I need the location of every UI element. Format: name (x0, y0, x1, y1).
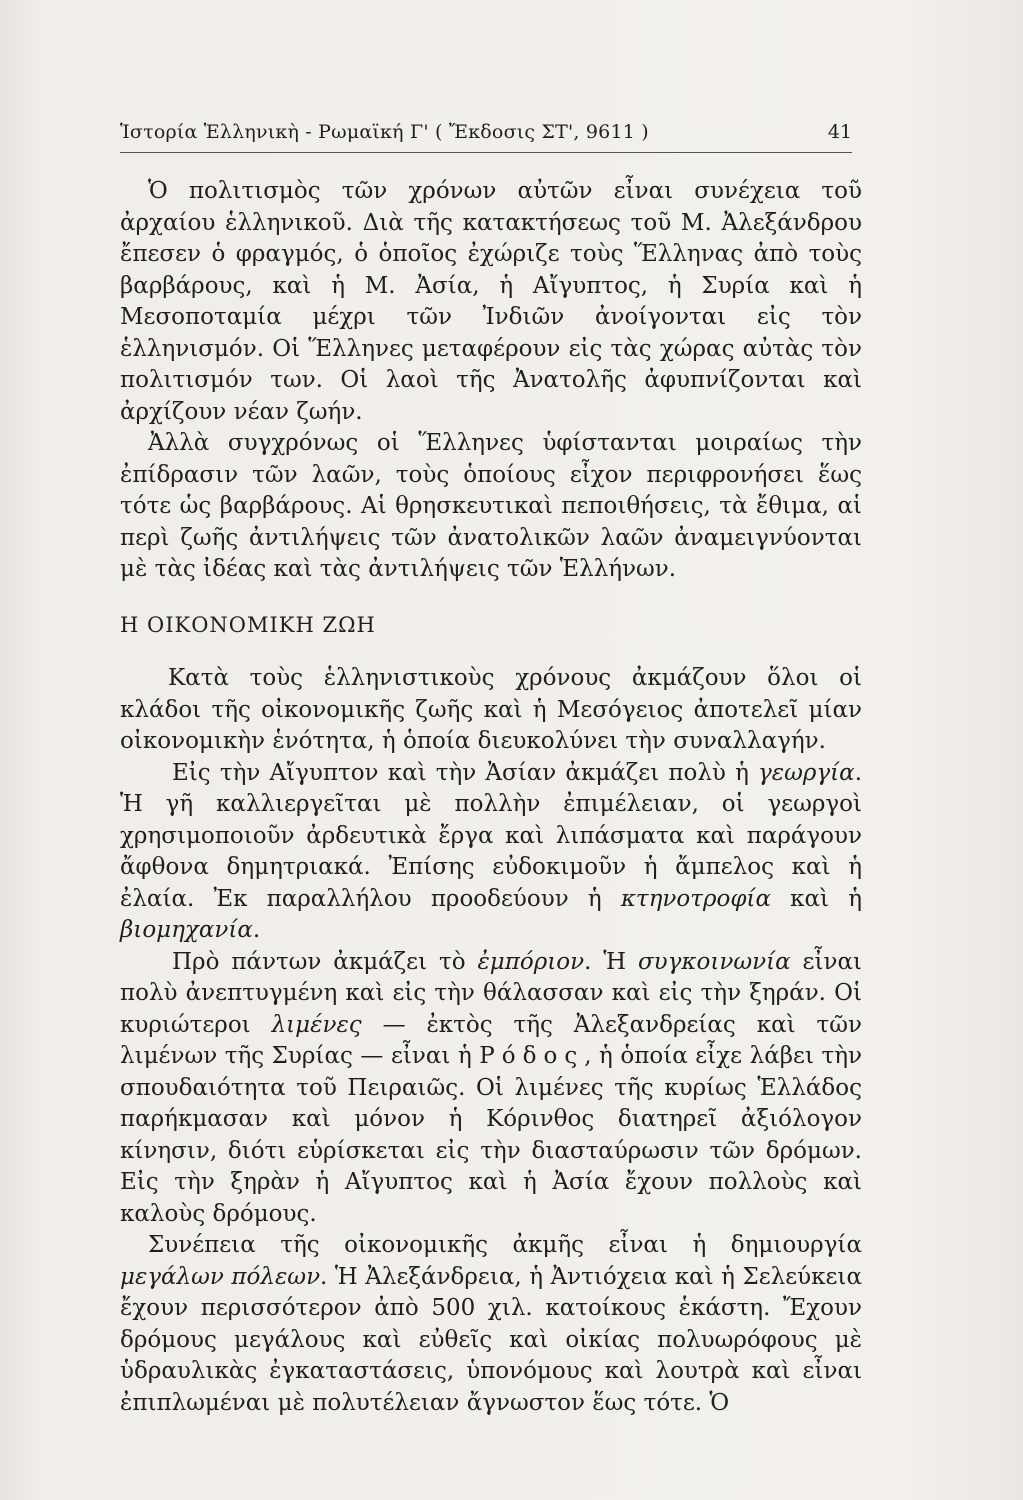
emphasis-term: ἐμπόριον (477, 948, 585, 975)
paragraph-2: Ἀλλὰ συγχρόνως οἱ Ἕλληνες ὑφίστανται μοιραίως τὴν ἐπίδρασιν τῶν λαῶν, τοὺς ὁποίους εἶχον περιφρονήσει ἕως τότε ὡς βαρβάρους. Αἱ θρησκευτικαὶ πεποιθήσεις, τὰ ἔθιμα, αἱ περὶ ζωῆς ἀντιλήψεις τῶν ἀνατολικῶν λαῶν ἀναμειγνύονται μὲ τὰς ἰδέας καὶ τὰς ἀντιλήψεις τῶν Ἑλλήνων. (120, 430, 862, 582)
page-header (120, 120, 852, 153)
text-run: . Ἡ (584, 948, 638, 975)
emphasis-term: βιομηχανία (120, 917, 253, 943)
text-run: Συνέπεια τῆς οἰκονομικῆς ἀκμῆς εἶναι ἡ δημιουργία (148, 1232, 862, 1258)
emphasis-term: κτηνοτροφία (620, 885, 771, 912)
paragraph-4 (120, 758, 862, 947)
section-title: Η ΟΙΚΟΝΟΜΙΚΗ ΖΩΗ (120, 612, 376, 637)
text-run: Εἰς τὴν Αἴγυπτον καὶ τὴν Ἀσίαν ἀκμάζει πολὺ ἡ (172, 759, 759, 786)
text-run: καὶ ἡ (770, 885, 863, 912)
paragraph-1: Ὁ πολιτισμὸς τῶν χρόνων αὐτῶν εἶναι συνέχεια τοῦ ἀρχαίου ἑλληνικοῦ. Διὰ τῆς κατακτήσεως τοῦ Μ. Ἀλεξάνδρου ἔπεσεν ὁ φραγμός, ὁ ὁποῖος ἐχώριζε τοὺς Ἕλληνας ἀπὸ τοὺς βαρβάρους, καὶ ἡ Μ. Ἀσία, ἡ Αἴγυπτος, ἡ Συρία καὶ ἡ Μεσοποταμία μέχρι τῶν Ἰνδιῶν ἀνοίγονται εἰς τὸν ἑλληνισμόν. Οἱ Ἕλληνες μεταφέρουν εἰς τὰς χώρας αὐτὰς τὸν πολιτισμόν των. Οἱ λαοὶ τῆς Ἀνατολῆς ἀφυπνίζονται καὶ ἀρχίζουν νέαν ζωήν. (120, 178, 862, 425)
emphasis-term: συγκοινωνία (637, 948, 791, 975)
running-title: Ἱστορία Ἑλληνικὴ - Ρωμαϊκή Γ' ( Ἔκδοσις ΣΤ', 9611 ) (120, 121, 649, 143)
emphasis-term: γεωργία (758, 759, 855, 786)
emphasis-term: μεγάλων πόλεων (120, 1263, 321, 1290)
text-run: . Ἡ Ἀλεξάνδρεια, ἡ Ἀντιόχεια καὶ ἡ Σελεύκεια ἔχουν περισσότερον ἀπὸ 500 χιλ. κατοίκους ἑκάστη. Ἔχουν δρόμους μεγάλους καὶ εὐθεῖς καὶ οἰκίας πολυωρόφους μὲ ὑδραυλικὰς ἐγκαταστάσεις, ὑπονόμους καὶ λουτρὰ καὶ εἶναι ἐπιπλωμέναι μὲ πολυτέλειαν ἄγνωστον ἕως τότε. Ὁ (120, 1263, 862, 1416)
emphasis-term: λιμένες (271, 1011, 362, 1038)
paragraph-6 (120, 1230, 862, 1419)
text-run: εἶναι πολὺ ἀνεπτυγμένη καὶ εἰς τὴν θάλασσαν καὶ εἰς τὴν ξηράν. Οἱ κυριώτεροι (120, 948, 862, 1038)
text-run: — ἐκτὸς τῆς Ἀλεξανδρείας καὶ τῶν λιμένων τῆς Συρίας — εἶναι ἡ (120, 1011, 862, 1069)
text-run: Πρὸ πάντων ἀκμάζει τὸ (172, 948, 478, 975)
page-body (120, 176, 862, 1419)
spaced-term: Ρόδος (479, 1043, 585, 1069)
paragraph-5 (120, 947, 862, 1231)
paragraph-3: Κατὰ τοὺς ἑλληνιστικοὺς χρόνους ἀκμάζουν ὅλοι οἱ κλάδοι τῆς οἰκονομικῆς ζωῆς καὶ ἡ Μεσόγειος ἀποτελεῖ μίαν οἰκονομικὴν ἑνότητα, ἡ ὁποία διευκολύνει τὴν συναλλαγήν. (120, 665, 862, 754)
text-run: , ἡ ὁποία εἶχε λάβει τὴν σπουδαιότητα τοῦ Πειραιῶς. Οἱ λιμένες τῆς κυρίως Ἑλλάδος παρήκμασαν καὶ μόνον ἡ Κόρινθος διατηρεῖ ἀξιόλογον κίνησιν, διότι εὑρίσκεται εἰς τὴν διασταύρωσιν τῶν δρόμων. Εἰς τὴν ξηρὰν ἡ Αἴγυπτος καὶ ἡ Ἀσία ἔχουν πολλοὺς καὶ καλοὺς δρόμους. (120, 1043, 862, 1227)
text-run: . (252, 917, 261, 943)
page-number: 41 (827, 121, 852, 143)
text-run: . Ἡ γῆ καλλιεργεῖται μὲ πολλὴν ἐπιμέλειαν, οἱ γεωργοὶ χρησιμοποιοῦν ἀρδευτικὰ ἔργα καὶ λιπάσματα καὶ παράγουν ἄφθονα δημητριακά. Ἐπίσης εὐδοκιμοῦν ἡ ἄμπελος καὶ ἡ ἐλαία. Ἐκ παραλλήλου προοδεύουν ἡ (120, 759, 862, 912)
